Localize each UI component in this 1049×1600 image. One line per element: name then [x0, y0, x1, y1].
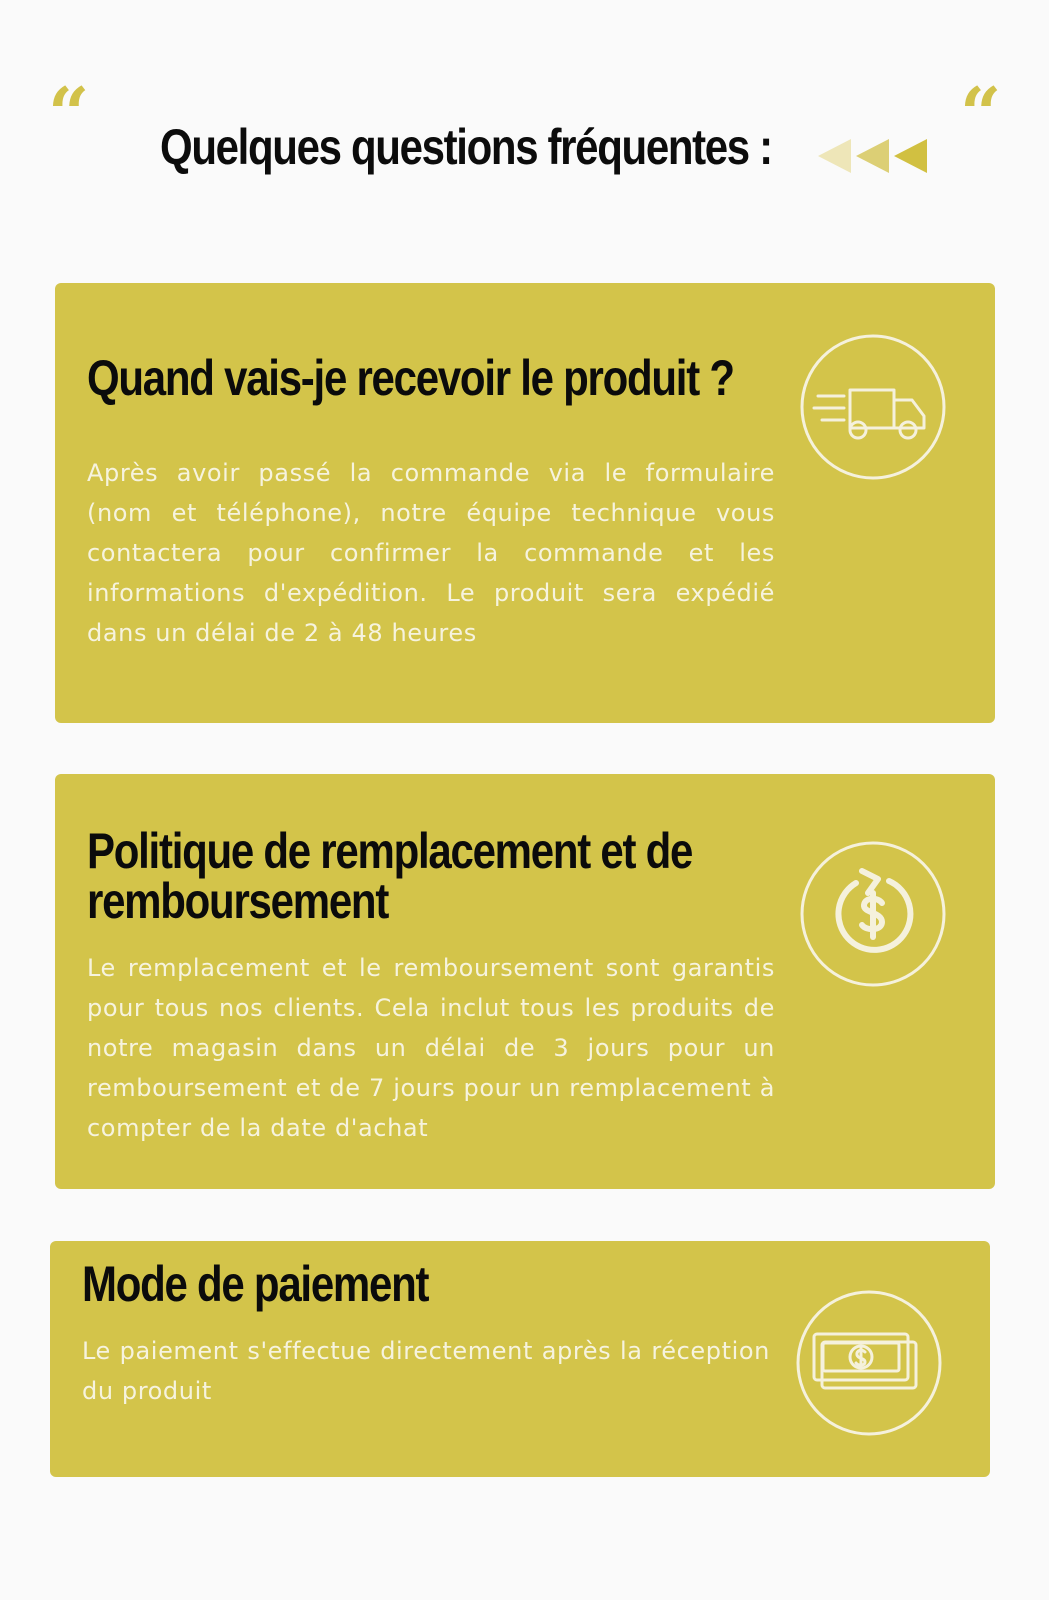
faq-card-payment — [50, 1241, 990, 1477]
faq-answer: Après avoir passé la commande via le formulaire (nom et téléphone), notre équipe technique vous contactera pour confirmer la commande et les informations d'expédition. Le produit sera expédié dans un délai de 2 à 48 heures — [87, 459, 775, 647]
faq-title: Politique de remplacement et de remboursement — [87, 823, 693, 929]
faq-answer: Le remplacement et le remboursement sont garantis pour tous nos clients. Cela inclut tous les produits de notre magasin dans un délai de 3 jours pour un remboursement et de 7 jours pour un remplacement à compter de la date d'achat — [87, 954, 775, 1142]
triangle-left-icon — [853, 136, 891, 176]
decorative-arrows — [815, 136, 929, 176]
cash-banknote-icon — [794, 1288, 944, 1438]
triangle-left-icon — [815, 136, 853, 176]
page-header — [160, 118, 888, 176]
delivery-truck-icon — [798, 332, 948, 482]
refund-dollar-icon — [798, 839, 948, 989]
faq-title: Quand vais-je recevoir le produit ? — [87, 350, 734, 406]
triangle-left-icon — [891, 136, 929, 176]
faq-answer: Le paiement s'effectue directement après la réception du produit — [82, 1337, 770, 1405]
page-title: Quelques questions fréquentes : — [160, 119, 772, 175]
quote-mark-left: “ — [48, 71, 90, 156]
quote-mark-right: “ — [960, 71, 1002, 156]
faq-title: Mode de paiement — [82, 1256, 429, 1312]
faq-card-delivery — [55, 283, 995, 723]
faq-card-refund — [55, 774, 995, 1189]
